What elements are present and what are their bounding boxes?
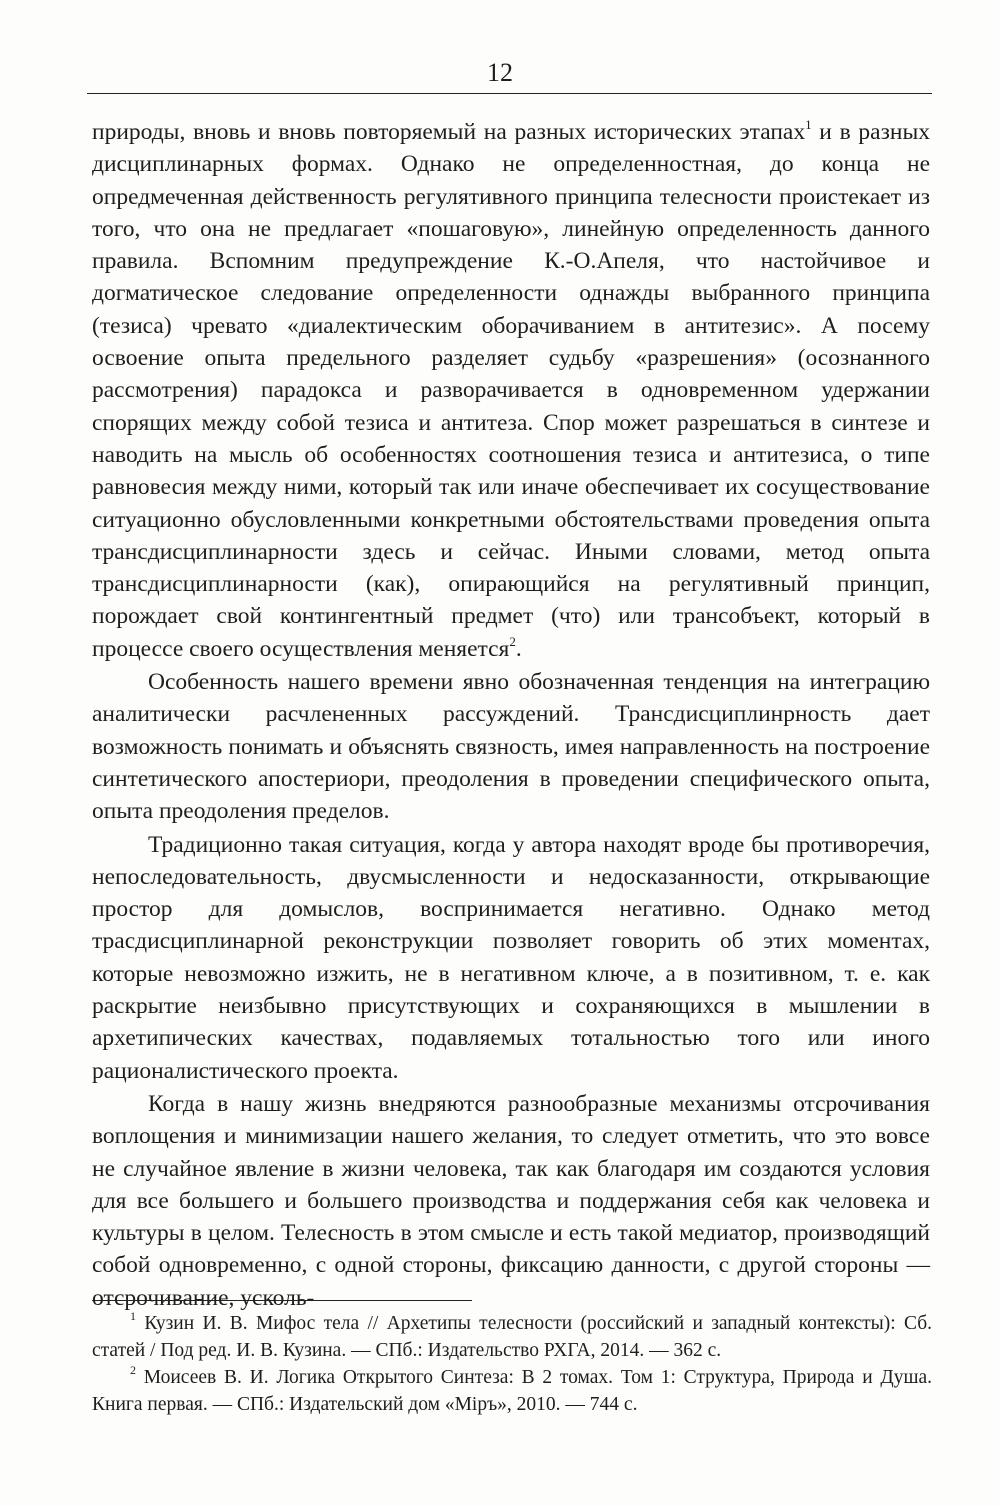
paragraph-1-text-end: . (515, 635, 522, 662)
page-number: 12 (487, 58, 513, 87)
paragraph-4: Когда в нашу жизнь внедряются разнообразные механизмы отсрочивания воплощения и минимизации нашего желания, то следует отметить, что это вовсе не случайное явление в жизни человека, так как благодаря им создаются условия для все большего и большего производства и поддержания себя как человека и культуры в целом. Телесность в этом смысле и есть такой медиатор, производящий собой одновременно, с одной стороны, фиксацию данности, с другой стороны — отсрочивание, усколь- (92, 1090, 930, 1311)
paragraph-1-text-start: природы, вновь и вновь повторяемый на разных исторических этапах (92, 119, 806, 145)
footnote-1-mark: 1 (130, 1308, 136, 1323)
header-rule (87, 93, 932, 94)
footnote-2 (92, 1364, 932, 1418)
footnote-1-text: Кузин И. В. Мифос тела // Архетипы телесности (российский и западный контексты): Сб. статей / Под ред. И. В. Кузина. — СПб.: Издательство РХГА, 2014. — 362 с. (92, 1313, 932, 1361)
footnote-2-mark: 2 (130, 1362, 136, 1377)
paragraph-1 (92, 116, 930, 665)
footnote-rule (92, 1300, 472, 1301)
footnote-2-text: Моисеев В. И. Логика Открытого Синтеза: В 2 томах. Том 1: Структура, Природа и Душа. Книга первая. — СПб.: Издательский дом «Міръ», 2010. — 744 с. (92, 1367, 932, 1415)
paragraph-3: Традиционно такая ситуация, когда у автора находят вроде бы противоречия, непоследовательность, двусмысленности и недосказанности, открывающие простор для домыслов, воспринимается негативно. Однако метод трасдисциплинарной реконструкции позволяет говорить об этих моментах, которые невозможно изжить, не в негативном ключе, а в позитивном, т. е. как раскрытие неизбывно присутствующих и сохраняющихся в мышлении в архетипических качествах, подавляемых тотальностью того или иного рационалистического проекта. (92, 831, 930, 1084)
footnote-1 (92, 1310, 932, 1364)
paragraph-1-text-middle: и в разных дисциплинарных формах. Однако не определенностная, до конца не опредмеченная действенность регулятивного принципа телесности проистекает из того, что она не предлагает «пошаговую», линейную определенность данного правила. Вспомним предупреждение К.-О.Апеля, что настойчивое и догматическое следование определенности однажды выбранного принципа (тезиса) чревато «диалектическим оборачиванием в антитезис». А посему освоение опыта предельного разделяет судьбу «разрешения» (осознанного рассмотрения) парадокса и разворачивается в одновременном удержании спорящих между собой тезиса и антитеза. Спор может разрешаться в синтезе и наводить на мысль об особенностях соотношения тезиса и антитезиса, о типе равновесия между ними, который так или иначе обеспечивает их сосуществование ситуационно обусловленными конкретными обстоятельствами проведения опыта трансдисциплинарности здесь и сейчас. Иными словами, метод опыта трансдисциплинарности (как), опирающийся на регулятивный принцип, порождает свой контингентный предмет (что) или трансобъект, который в процессе своего осуществления меняется (92, 119, 930, 662)
footnote-ref-1[interactable]: 1 (805, 117, 812, 133)
body-text (92, 116, 930, 1314)
paragraph-2: Особенность нашего времени явно обозначенная тенденция на интеграцию аналитически расчлененных рассуждений. Трансдисциплинрность дает возможность понимать и объяснять связность, имея направленность на построение синтетического апостериори, преодоления в проведении специфического опыта, опыта преодоления пределов. (92, 669, 930, 825)
footnotes (92, 1310, 932, 1418)
footnote-ref-2[interactable]: 2 (509, 633, 516, 649)
